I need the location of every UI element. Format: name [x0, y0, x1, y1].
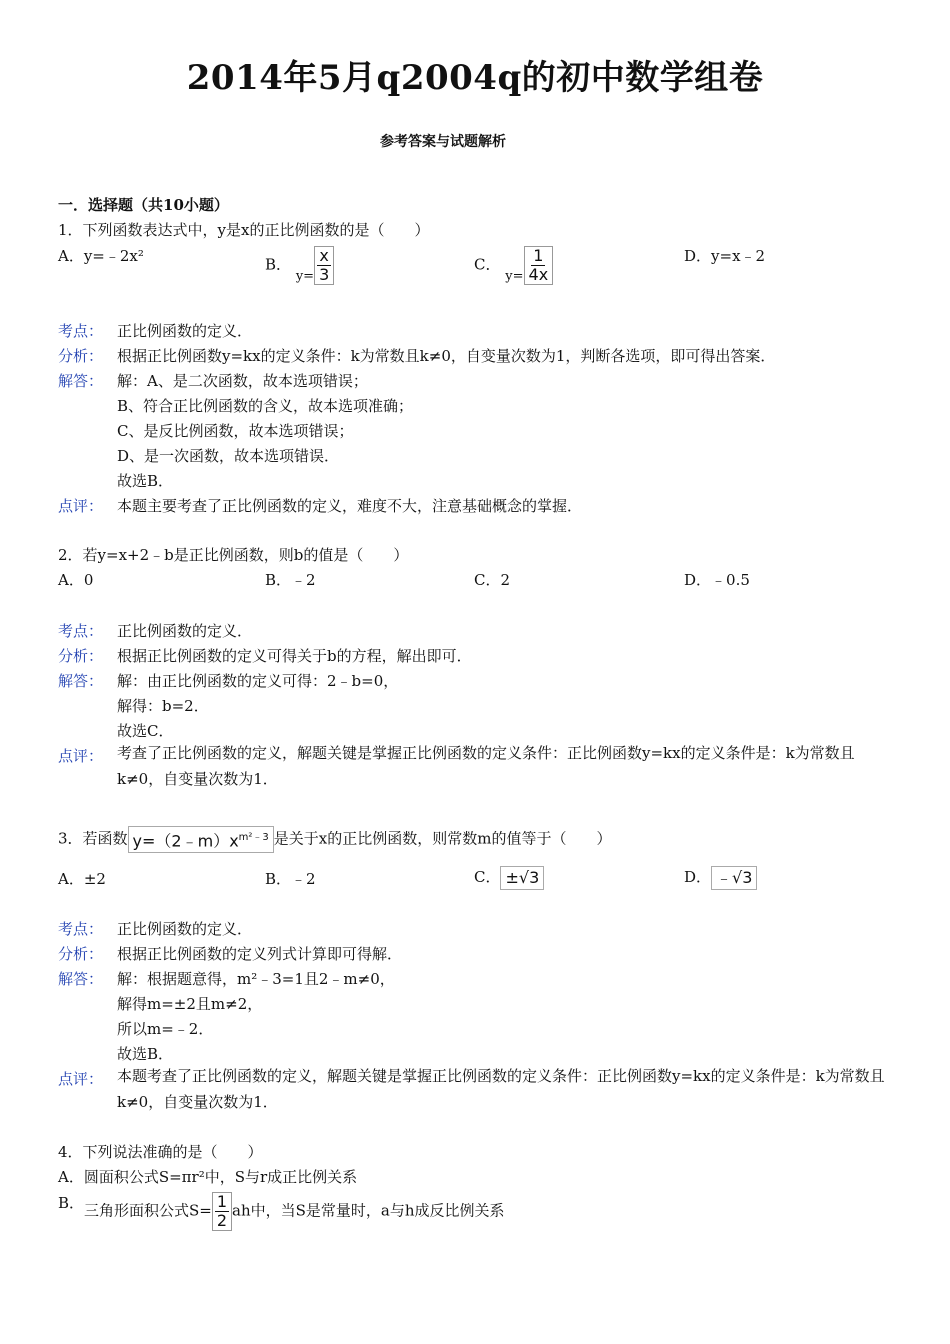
- q1-comment: 本题主要考查了正比例函数的定义，难度不大，注意基础概念的掌握．: [117, 497, 583, 515]
- q1-option-b-fraction: [314, 246, 334, 285]
- q1-option-b-prefix: B．: [265, 255, 292, 274]
- q3-solution-line: 故选B．: [117, 1045, 174, 1063]
- q3-formula-base: y=（2﹣m）x: [132, 831, 239, 851]
- q3-option-d-prefix: D．: [684, 868, 712, 886]
- q3-stem-post: 是关于x的正比例函数，则常数m的值等于（ ）: [273, 829, 612, 848]
- q1-solution-line: 解：A、是二次函数，故本选项错误；: [117, 372, 368, 390]
- q4-option-b-fraction: [212, 1192, 232, 1231]
- q1-solution-line: D、是一次函数，故本选项错误．: [117, 447, 340, 465]
- q2-comment: 考查了正比例函数的定义，解题关键是掌握正比例函数的定义条件：正比例函数y=kx的定义条件是：k为常数且k≠0，自变量次数为1．: [117, 744, 855, 788]
- q2-option-b: B．﹣2: [265, 571, 316, 589]
- q3-point-label: 考点：: [58, 920, 104, 938]
- q3-formula-exponent: m²﹣3: [238, 832, 269, 843]
- q3-solution-line: 解：根据题意得，m²﹣3=1且2﹣m≠0，: [117, 970, 395, 988]
- q1-c-denominator: 4x: [528, 265, 549, 284]
- q3-option-c-prefix: C．: [474, 868, 501, 886]
- q1-point-label: 考点：: [58, 322, 104, 340]
- q3-option-a: A．±2: [58, 870, 106, 888]
- q3-solution-label: 解答：: [58, 970, 104, 988]
- q1-c-numerator: 1: [533, 246, 544, 265]
- q3-stem-pre: 3．若函数: [58, 829, 128, 848]
- q2-analysis: 根据正比例函数的定义可得关于b的方程，解出即可．: [117, 647, 472, 665]
- q1-solution-label: 解答：: [58, 372, 104, 390]
- q1-option-c: [474, 246, 553, 285]
- q3-option-c-value: ±√3: [500, 866, 544, 890]
- q2-solution-line: 故选C．: [117, 722, 174, 740]
- q1-option-d: D．y=x﹣2: [684, 247, 766, 265]
- q4-option-b-prefix: B．: [58, 1194, 85, 1212]
- q2-option-c: C．2: [474, 571, 511, 589]
- q1-option-c-fraction: [524, 246, 554, 285]
- q2-solution-line: 解：由正比例函数的定义可得：2﹣b=0，: [117, 672, 399, 690]
- q3-solution-line: 解得m=±2且m≠2，: [117, 995, 263, 1013]
- q1-b-numerator: x: [319, 246, 329, 265]
- q3-formula: [128, 826, 274, 853]
- q3-solution-line: 所以m=﹣2．: [117, 1020, 214, 1038]
- q1-stem: 1．下列函数表达式中，y是x的正比例函数的是（ ）: [58, 221, 430, 239]
- page-subtitle: 参考答案与试题解析: [380, 134, 506, 150]
- q4-stem: 4．下列说法准确的是（ ）: [58, 1143, 263, 1161]
- q1-option-a: A．y=﹣2x²: [58, 247, 144, 265]
- q4-option-a: A．圆面积公式S=πr²中，S与r成正比例关系: [58, 1168, 358, 1186]
- q1-option-c-prefix: C．: [474, 255, 501, 274]
- section-heading: 一．选择题（共10小题）: [58, 196, 229, 214]
- q1-point: 正比例函数的定义．: [117, 322, 253, 340]
- q3-option-d-value: ﹣√3: [711, 866, 757, 890]
- q1-comment-label: 点评：: [58, 497, 104, 515]
- q1-option-c-lhs: y=: [505, 268, 524, 284]
- q3-comment-label: 点评：: [58, 1070, 104, 1088]
- q1-solution-line: B、符合正比例函数的含义，故本选项准确；: [117, 397, 414, 415]
- q2-solution-label: 解答：: [58, 672, 104, 690]
- q2-point: 正比例函数的定义．: [117, 622, 253, 640]
- q2-solution-line: 解得：b=2．: [117, 697, 209, 715]
- q2-option-a: A．0: [58, 571, 94, 589]
- q4-b-denominator: 2: [216, 1211, 228, 1230]
- q2-analysis-label: 分析：: [58, 647, 104, 665]
- q3-stem: [58, 826, 611, 853]
- q3-option-c: [474, 866, 544, 890]
- q3-analysis-label: 分析：: [58, 945, 104, 963]
- q4-option-b-post: ah中，当S是常量时，a与h成反比例关系: [232, 1201, 505, 1220]
- page-title: 2014年5月q2004q的初中数学组卷: [186, 58, 764, 98]
- q4-option-b-pre: 三角形面积公式S=: [84, 1201, 212, 1220]
- q3-point: 正比例函数的定义．: [117, 920, 253, 938]
- q1-option-b: [265, 246, 334, 285]
- q4-b-numerator: 1: [216, 1192, 228, 1211]
- q2-option-d: D．﹣0.5: [684, 571, 750, 589]
- q1-solution-line: C、是反比例函数，故本选项错误；: [117, 422, 354, 440]
- q1-b-denominator: 3: [319, 265, 330, 284]
- q3-option-d: [684, 866, 757, 890]
- q1-option-b-lhs: y=: [295, 268, 315, 284]
- q4-option-b: [84, 1192, 505, 1231]
- q3-option-b: B．﹣2: [265, 870, 316, 888]
- q3-analysis: 根据正比例函数的定义列式计算即可得解．: [117, 945, 403, 963]
- q1-analysis-label: 分析：: [58, 347, 104, 365]
- q1-solution-line: 故选B．: [117, 472, 174, 490]
- q2-point-label: 考点：: [58, 622, 104, 640]
- q2-comment-label: 点评：: [58, 747, 104, 765]
- q3-comment: 本题考查了正比例函数的定义，解题关键是掌握正比例函数的定义条件：正比例函数y=kx的定义条件是：k为常数且k≠0，自变量次数为1．: [117, 1067, 885, 1111]
- q1-analysis: 根据正比例函数y=kx的定义条件：k为常数且k≠0，自变量次数为1，判断各选项，即可得出答案．: [117, 347, 776, 365]
- q2-stem: 2．若y=x+2﹣b是正比例函数，则b的值是（ ）: [58, 546, 409, 564]
